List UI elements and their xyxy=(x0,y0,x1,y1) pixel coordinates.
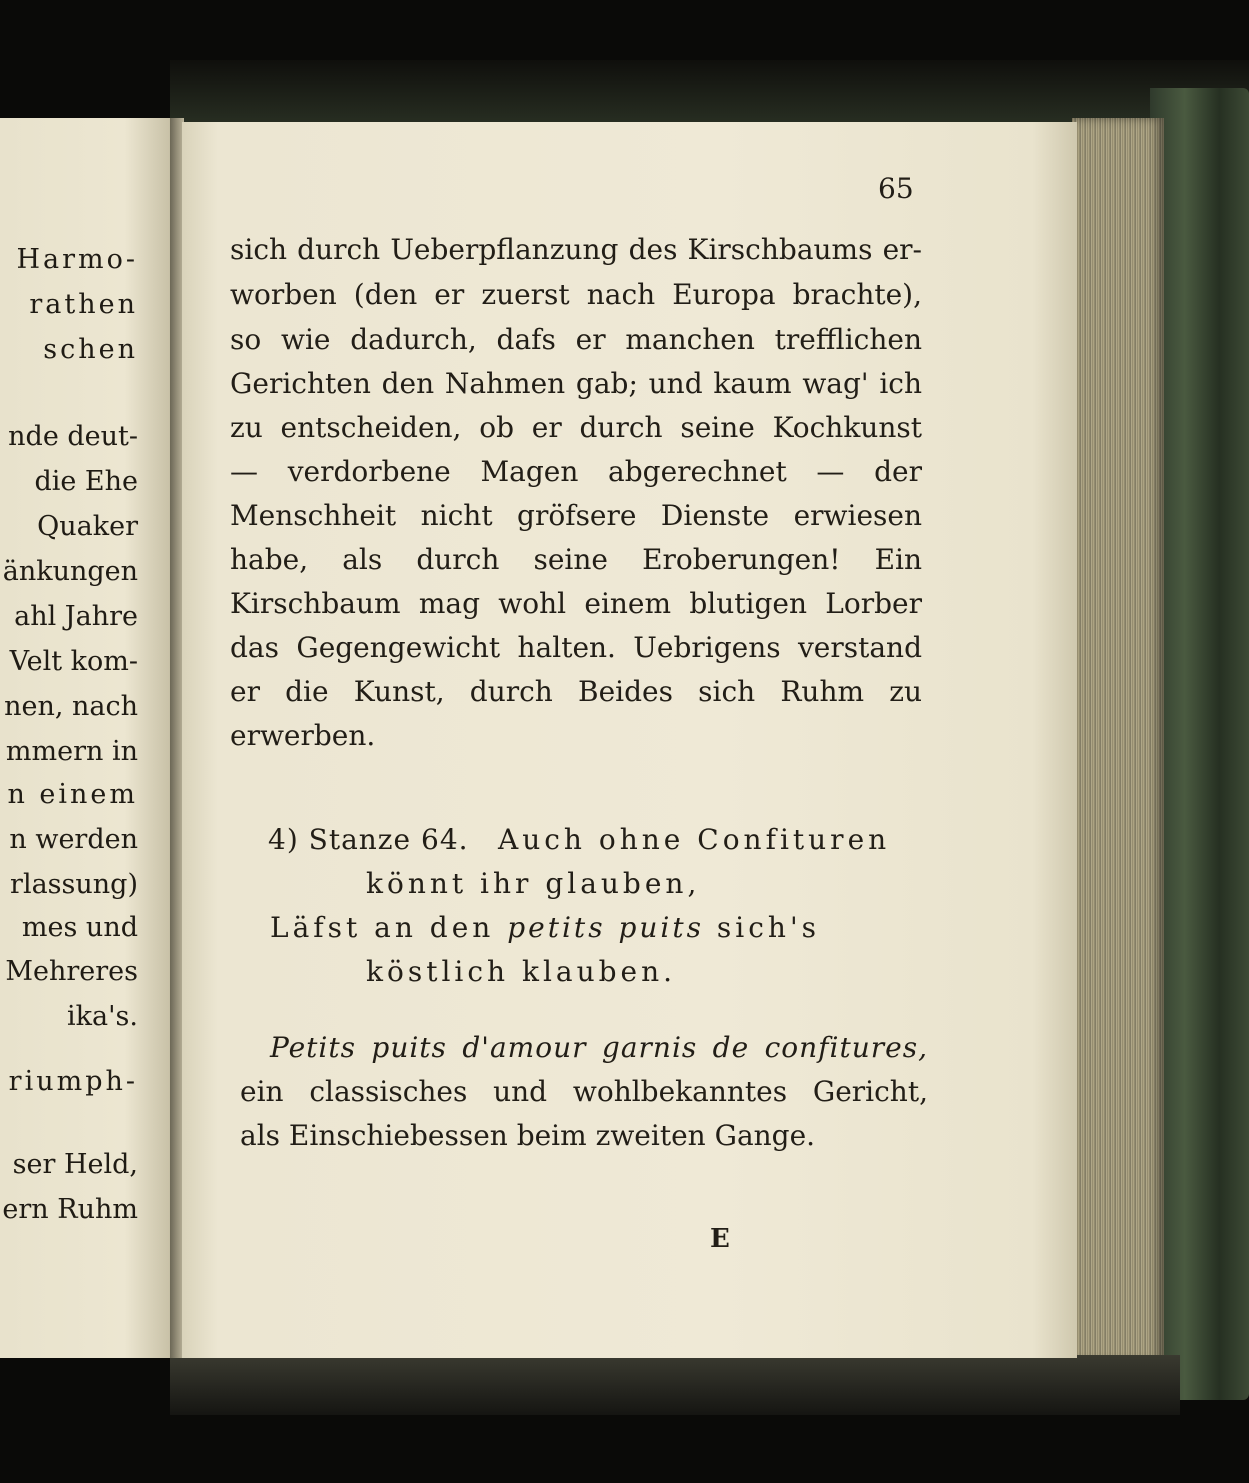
left-line: änkungen xyxy=(2,556,138,587)
footnote-marker: 4) Stanze 64. xyxy=(268,823,469,856)
left-line: nde deut- xyxy=(8,421,138,452)
body-line: zu entscheiden, ob er durch seine Kochkunst xyxy=(230,411,922,444)
verse-line: köstlich klauben. xyxy=(366,955,677,988)
body-line: Gerichten den Nahmen gab; und kaum wag' ich xyxy=(230,367,922,400)
left-line: mmern in xyxy=(5,736,138,767)
left-line: ika's. xyxy=(67,1001,138,1032)
left-line: Quaker xyxy=(37,511,138,542)
left-line: Velt kom- xyxy=(9,646,138,677)
left-line: schen xyxy=(43,334,138,365)
left-line: nen, nach xyxy=(4,691,138,722)
left-line: die Ehe xyxy=(34,466,138,497)
body-line: so wie dadurch, dafs er manchen trefflichen xyxy=(230,323,922,356)
body-line: sich durch Ueberpflanzung des Kirschbaums er- xyxy=(230,233,922,266)
body-line: das Gegengewicht halten. Uebrigens verstand xyxy=(230,631,922,664)
body-line: Menschheit nicht gröfsere Dienste erwiesen xyxy=(230,499,922,532)
note-line xyxy=(270,1031,928,1064)
page-number: 65 xyxy=(878,172,914,205)
body-line: habe, als durch seine Eroberungen! Ein xyxy=(230,543,922,576)
signature-mark: E xyxy=(710,1224,730,1254)
left-line: ser Held, xyxy=(12,1149,138,1180)
note-line: ein classisches und wohlbekanntes Gericht, xyxy=(240,1075,928,1108)
left-page xyxy=(0,118,178,1358)
verse-line: Auch ohne Confituren xyxy=(498,823,891,856)
left-line: rathen xyxy=(29,289,138,320)
bottom-shadow xyxy=(170,1355,1180,1415)
note-line: als Einschiebessen beim zweiten Gange. xyxy=(240,1119,816,1152)
verse-text: sich's xyxy=(716,911,821,944)
page-edges xyxy=(1072,118,1164,1363)
left-line: n werden xyxy=(9,824,138,855)
book-cover xyxy=(1150,88,1249,1400)
verse-italic: puits xyxy=(618,911,705,944)
verse-text: Läfst an den xyxy=(270,911,495,944)
left-line: ern Ruhm xyxy=(2,1194,138,1225)
left-line: rlassung) xyxy=(10,869,138,900)
body-line: — verdorbene Magen abgerechnet — der xyxy=(230,455,922,488)
body-line: Kirschbaum mag wohl einem blutigen Lorber xyxy=(230,587,922,620)
verse-line xyxy=(270,911,821,944)
left-line: n einem xyxy=(7,779,138,810)
left-line: mes und xyxy=(21,912,138,943)
left-line: Mehreres xyxy=(5,956,138,987)
left-line: ahl Jahre xyxy=(14,601,138,632)
note-italic: Petits puits d'amour garnis de confitures, xyxy=(270,1031,928,1064)
verse-line: könnt ihr glauben, xyxy=(366,867,701,900)
body-line: er die Kunst, durch Beides sich Ruhm zu xyxy=(230,675,922,708)
verse-italic: petits xyxy=(507,911,606,944)
left-line: riumph- xyxy=(8,1066,138,1097)
body-line: worben (den er zuerst nach Europa brachte), xyxy=(230,278,922,311)
body-line: erwerben. xyxy=(230,719,376,752)
left-line: Harmo- xyxy=(16,244,138,275)
